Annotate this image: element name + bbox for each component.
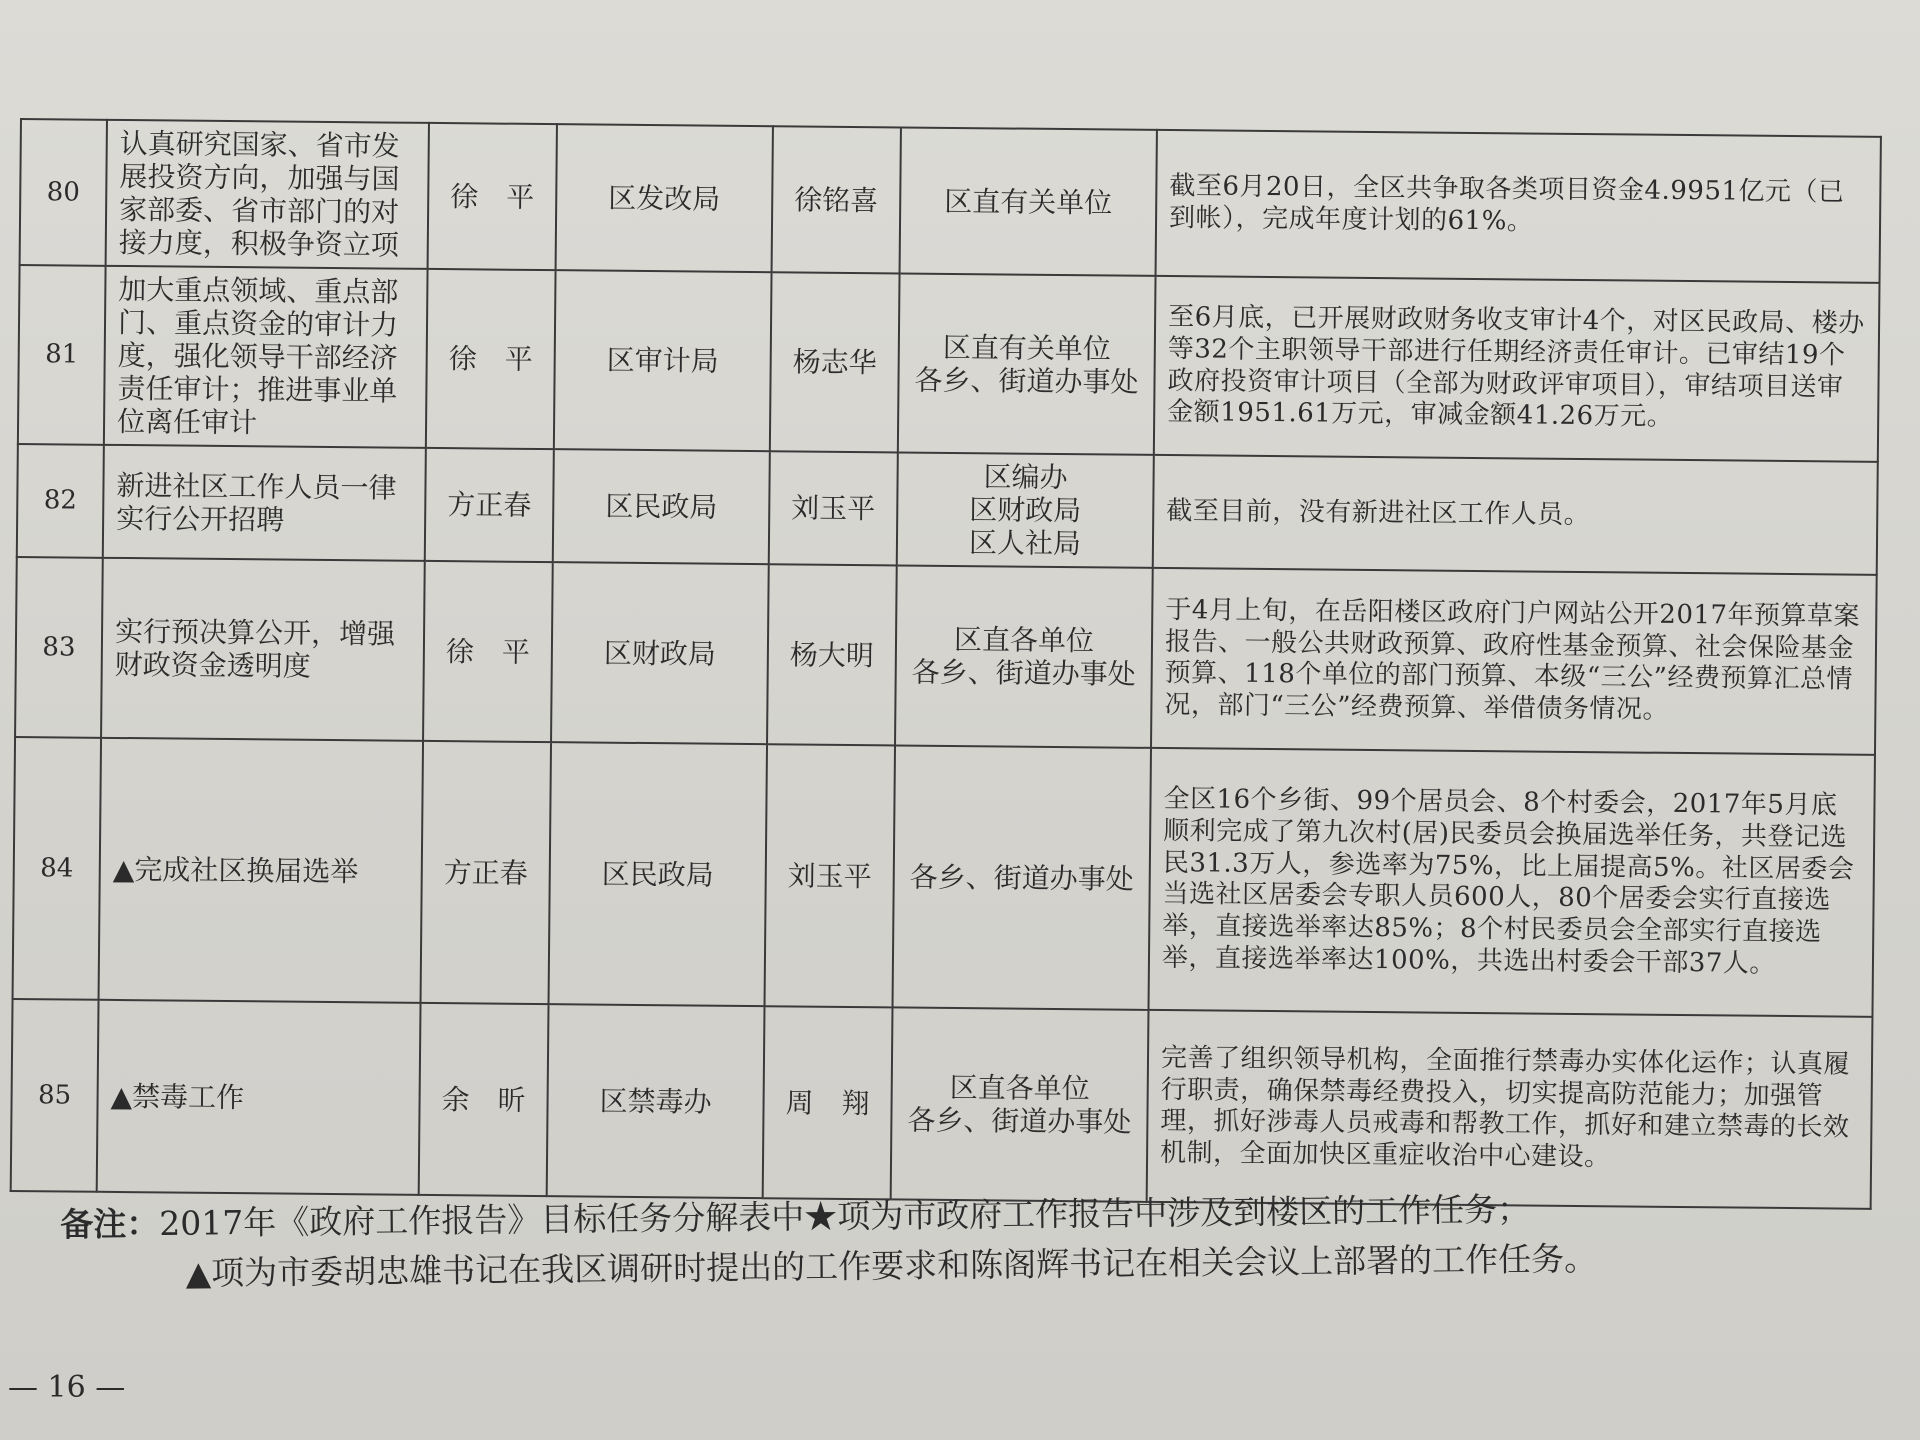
- cooperating-unit: 各乡、街道办事处: [914, 363, 1139, 399]
- responsible-person-cell: 刘玉平: [765, 745, 896, 1008]
- table-row: [15, 557, 1877, 755]
- leader-cell: 方正春: [425, 448, 554, 562]
- responsible-person-cell: 徐铭喜: [772, 126, 901, 273]
- remarks-label: 备注：: [60, 1203, 160, 1244]
- row-number: 81: [18, 265, 106, 445]
- row-number: 85: [11, 999, 99, 1192]
- responsible-person-cell: 杨志华: [770, 272, 900, 452]
- row-number: 83: [15, 557, 103, 738]
- row-number: 82: [17, 444, 104, 558]
- department-cell: 区财政局: [551, 563, 769, 745]
- table-row: [20, 119, 1881, 283]
- progress-cell: 至6月底，已开展财政财务收支审计4个，对区民政局、楼办等32个主职领导干部进行任期经济责任审计。已审结19个政府投资审计项目（全部为财政评审项目），审结项目送审金额1951.61万元，审减金额41.26万元。: [1154, 276, 1880, 462]
- cooperating-units-cell: [891, 1008, 1149, 1202]
- progress-cell: 全区16个乡街、99个居员会、8个村委会，2017年5月底顺利完成了第九次村(居)民委员会换届选举任务，共登记选民31.3万人，参选率为75%，比上届提高5%。社区居委会当选社区居委会专职人员600人，80个居委会实行直接选举，直接选举率达85%；8个村民委员会全部实行直接选举，直接选举率达100%，共选出村委会干部37人。: [1148, 748, 1874, 1017]
- department-cell: 区民政局: [553, 449, 770, 564]
- department-cell: 区发改局: [556, 124, 773, 272]
- responsible-person-cell: 杨大明: [767, 565, 897, 746]
- leader-cell: 方正春: [421, 741, 552, 1004]
- table-row: [18, 265, 1880, 462]
- progress-cell: 完善了组织领导机构，全面推行禁毒办实体化运作；认真履行职责，确保禁毒经费投入，切实提高防范能力；加强管理，抓好涉毒人员戒毒和帮教工作，抓好和建立禁毒的长效机制，全面加快区重症收治中心建设。: [1147, 1010, 1873, 1209]
- cooperating-units-cell: [900, 127, 1157, 276]
- task-cell: 加大重点领域、重点部门、重点资金的审计力度，强化领导干部经济责任审计；推进事业单位离任审计: [104, 266, 428, 448]
- progress-cell: 于4月上旬，在岳阳楼区政府门户网站公开2017年预算草案报告、一般公共财政预算、政府性基金预算、社会保险基金预算、118个单位的部门预算、本级“三公”经费预算汇总情况，部门“三公”经费预算、举借债务情况。: [1151, 568, 1877, 755]
- table-row: [11, 999, 1873, 1209]
- progress-cell: 截至目前，没有新进社区工作人员。: [1153, 455, 1878, 575]
- cooperating-unit: 各乡、街道办事处: [911, 655, 1136, 692]
- task-cell: 认真研究国家、省市发展投资方向，加强与国家部委、省市部门的对接力度，积极争资立项: [106, 120, 429, 269]
- cooperating-units-cell: [898, 274, 1156, 456]
- task-cell: 新进社区工作人员一律实行公开招聘: [103, 445, 426, 561]
- cooperating-unit: 区直有关单位: [942, 330, 1111, 366]
- responsible-person-cell: 刘玉平: [769, 451, 898, 565]
- cooperating-units-cell: [895, 566, 1153, 748]
- responsible-person-cell: 周 翔: [763, 1007, 893, 1200]
- cooperating-unit: 区人社局: [968, 526, 1082, 561]
- cooperating-units-cell: [897, 453, 1154, 569]
- cooperating-unit: 区直各单位: [949, 1071, 1090, 1106]
- cooperating-unit: 区编办: [983, 460, 1068, 495]
- cooperating-unit: 各乡、街道办事处: [909, 860, 1134, 896]
- task-table: [10, 118, 1882, 1210]
- task-cell: ▲禁毒工作: [97, 1000, 421, 1195]
- cooperating-unit: 各乡、街道办事处: [907, 1103, 1132, 1140]
- table-row: [17, 444, 1878, 575]
- task-table-container: [10, 118, 1890, 1210]
- table-row: [13, 737, 1875, 1017]
- row-number: 84: [13, 737, 102, 1000]
- leader-cell: 徐 平: [426, 269, 556, 449]
- cooperating-unit: 区直有关单位: [944, 184, 1113, 220]
- cooperating-unit: 区财政局: [969, 493, 1082, 528]
- page-number: — 16 —: [8, 1370, 126, 1405]
- cooperating-units-cell: [892, 746, 1151, 1010]
- progress-cell: 截至6月20日，全区共争取各类项目资金4.9951亿元（已到帐），完成年度计划的61%。: [1156, 130, 1881, 283]
- row-number: 80: [20, 119, 107, 266]
- remarks-line-1: 2017年《政府工作报告》目标任务分解表中★项为市政府工作报告中涉及到楼区的工作任务；: [159, 1189, 1531, 1243]
- task-cell: 实行预决算公开，增强财政资金透明度: [101, 558, 425, 741]
- department-cell: 区禁毒办: [547, 1004, 765, 1198]
- department-cell: 区民政局: [549, 743, 768, 1007]
- cooperating-unit: 区直各单位: [953, 623, 1095, 658]
- department-cell: 区审计局: [554, 270, 772, 451]
- leader-cell: 徐 平: [428, 123, 557, 270]
- leader-cell: 余 昕: [419, 1003, 549, 1196]
- remarks-note: [60, 1181, 1841, 1299]
- task-cell: ▲完成社区换届选举: [99, 738, 424, 1003]
- remarks-line-2: ▲项为市委胡忠雄书记在我区调研时提出的工作要求和陈阁辉书记在相关会议上部署的工作任务。: [185, 1238, 1598, 1293]
- leader-cell: 徐 平: [423, 561, 553, 742]
